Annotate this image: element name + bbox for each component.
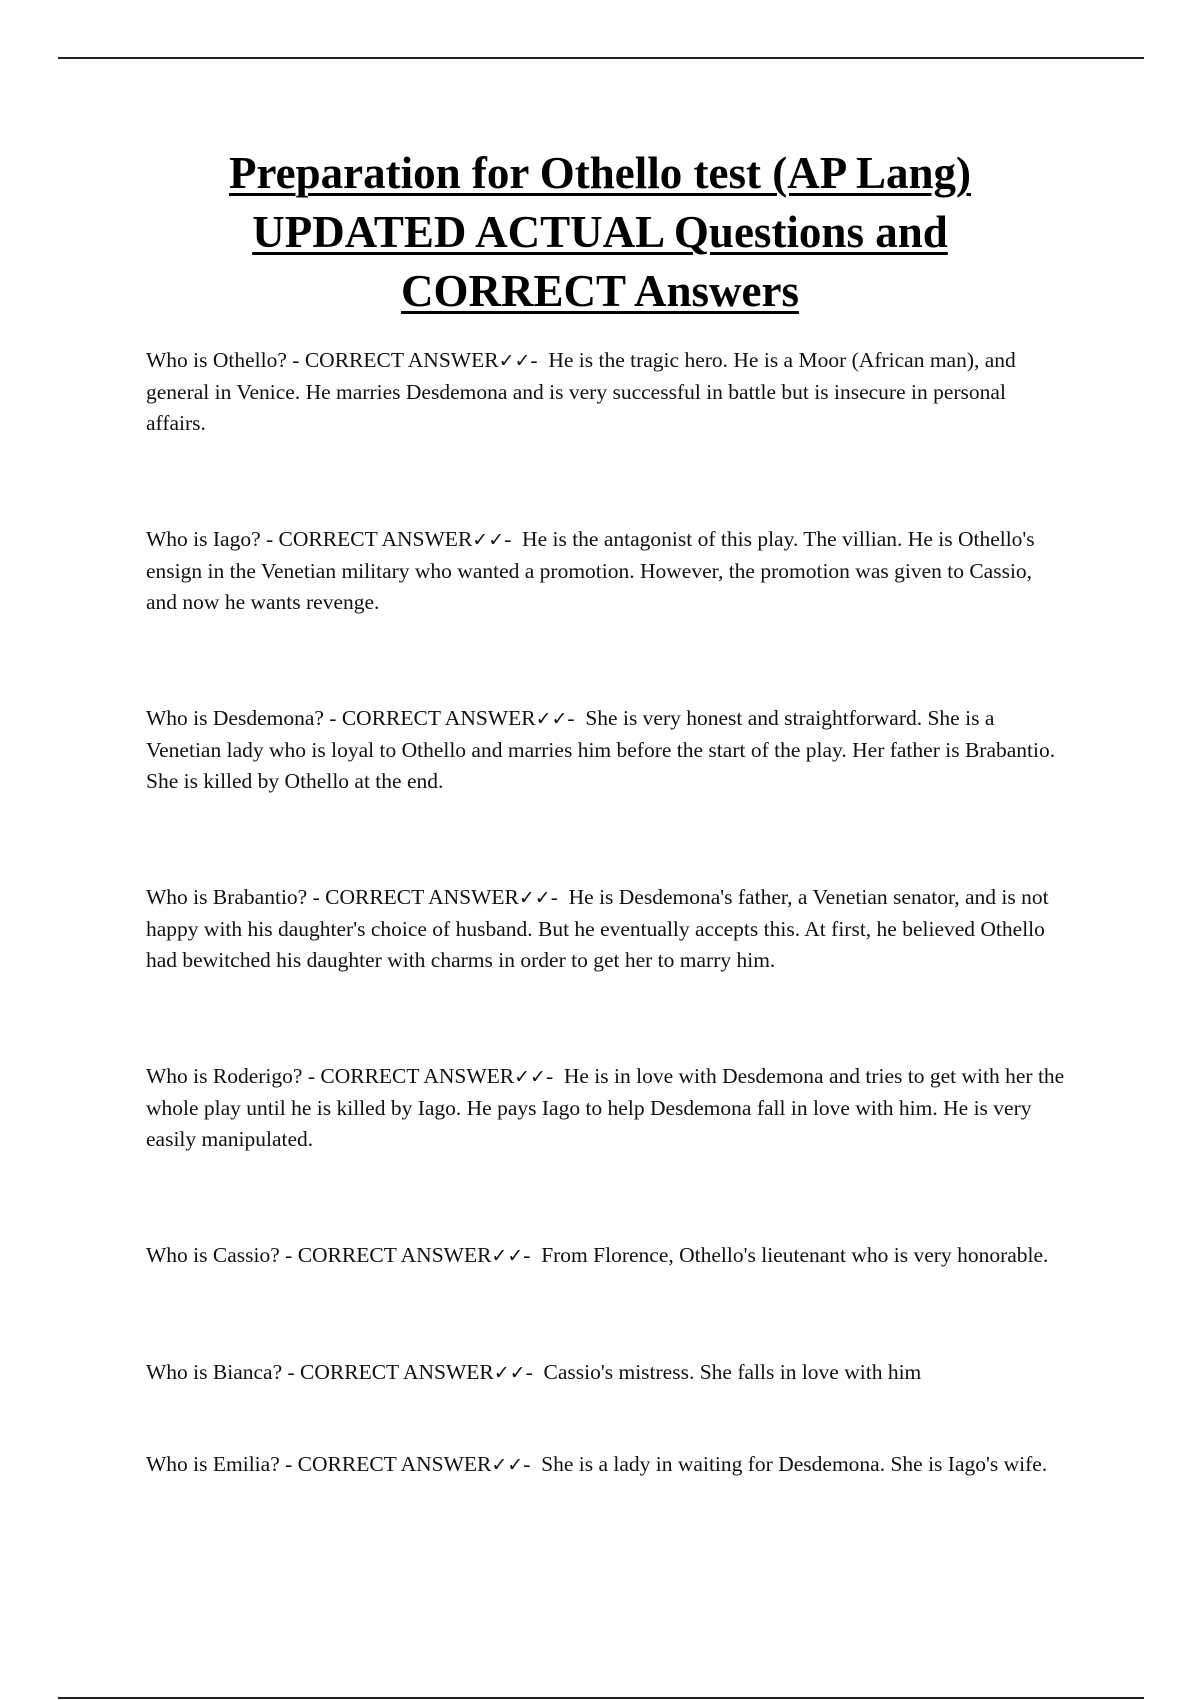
title-line: CORRECT Answers: [401, 266, 799, 316]
answer-prefix: CORRECT ANSWER: [320, 1064, 515, 1088]
qa-answer: She is very honest and straightforward. She is a Venetian lady who is loyal to Othello and marries him before the start of the play. Her father is Brabantio. She is killed by Othello at the end.: [146, 706, 1056, 793]
qa-item: [146, 1449, 1066, 1481]
check-marks-icon: ✓✓: [493, 1362, 526, 1384]
qa-item: [146, 524, 1066, 618]
answer-separator: -: [523, 1452, 542, 1476]
answer-separator: -: [545, 1064, 564, 1088]
answer-separator: -: [523, 1243, 542, 1267]
title-line: UPDATED ACTUAL Questions and: [252, 207, 948, 257]
answer-separator: -: [525, 1360, 544, 1384]
qa-question: Who is Emilia? -: [146, 1452, 298, 1476]
answer-separator: -: [567, 706, 586, 730]
qa-question: Who is Brabantio? -: [146, 885, 326, 909]
qa-item: [146, 882, 1066, 976]
answer-separator: -: [550, 885, 569, 909]
qa-question: Who is Desdemona? -: [146, 706, 342, 730]
qa-question: Who is Iago? -: [146, 527, 279, 551]
qa-item: [146, 345, 1066, 439]
qa-item: [146, 703, 1066, 797]
qa-answer: From Florence, Othello's lieutenant who is very honorable.: [541, 1243, 1049, 1267]
qa-item: [146, 1061, 1066, 1155]
check-marks-icon: ✓✓: [491, 1454, 524, 1476]
check-marks-icon: ✓✓: [535, 708, 568, 730]
qa-answer: He is the antagonist of this play. The villian. He is Othello's ensign in the Venetian military who wanted a promotion. However, the promotion was given to Cassio, and now he wants revenge.: [146, 527, 1035, 614]
answer-prefix: CORRECT ANSWER: [304, 348, 499, 372]
answer-prefix: CORRECT ANSWER: [325, 885, 519, 909]
qa-answer: Cassio's mistress. She falls in love with him: [543, 1360, 922, 1384]
qa-item: [146, 1240, 1066, 1272]
footer-rule: [58, 1697, 1144, 1699]
answer-prefix: CORRECT ANSWER: [341, 706, 536, 730]
title-line: Preparation for Othello test (AP Lang): [229, 148, 971, 198]
header-rule: [58, 57, 1144, 59]
qa-answer: He is in love with Desdemona and tries to get with her the whole play until he is killed by Iago. He pays Iago to help Desdemona fall in love with him. He is very easily manipulated.: [146, 1064, 1065, 1151]
check-marks-icon: ✓✓: [491, 1245, 524, 1267]
check-marks-icon: ✓✓: [498, 350, 531, 372]
answer-separator: -: [530, 348, 549, 372]
qa-question: Who is Othello? -: [146, 348, 305, 372]
qa-question: Who is Bianca? -: [146, 1360, 301, 1384]
answer-prefix: CORRECT ANSWER: [297, 1243, 492, 1267]
page-title: [120, 144, 1080, 321]
check-marks-icon: ✓✓: [518, 887, 551, 909]
qa-answer: She is a lady in waiting for Desdemona. She is Iago's wife.: [541, 1452, 1048, 1476]
answer-separator: -: [504, 527, 523, 551]
qa-answer: He is Desdemona's father, a Venetian senator, and is not happy with his daughter's choice of husband. But he eventually accepts this. At first, he believed Othello had bewitched his daughter with charms in order to get her to marry him.: [146, 885, 1049, 972]
answer-prefix: CORRECT ANSWER: [278, 527, 473, 551]
answer-prefix: CORRECT ANSWER: [297, 1452, 492, 1476]
check-marks-icon: ✓✓: [514, 1066, 546, 1088]
qa-item: [146, 1357, 1066, 1389]
qa-question: Who is Cassio? -: [146, 1243, 298, 1267]
answer-prefix: CORRECT ANSWER: [300, 1360, 494, 1384]
qa-answer: He is the tragic hero. He is a Moor (African man), and general in Venice. He marries Desdemona and is very successful in battle but is insecure in personal affairs.: [146, 348, 1016, 435]
qa-question: Who is Roderigo? -: [146, 1064, 321, 1088]
qa-list: [146, 345, 1066, 1481]
check-marks-icon: ✓✓: [472, 529, 505, 551]
